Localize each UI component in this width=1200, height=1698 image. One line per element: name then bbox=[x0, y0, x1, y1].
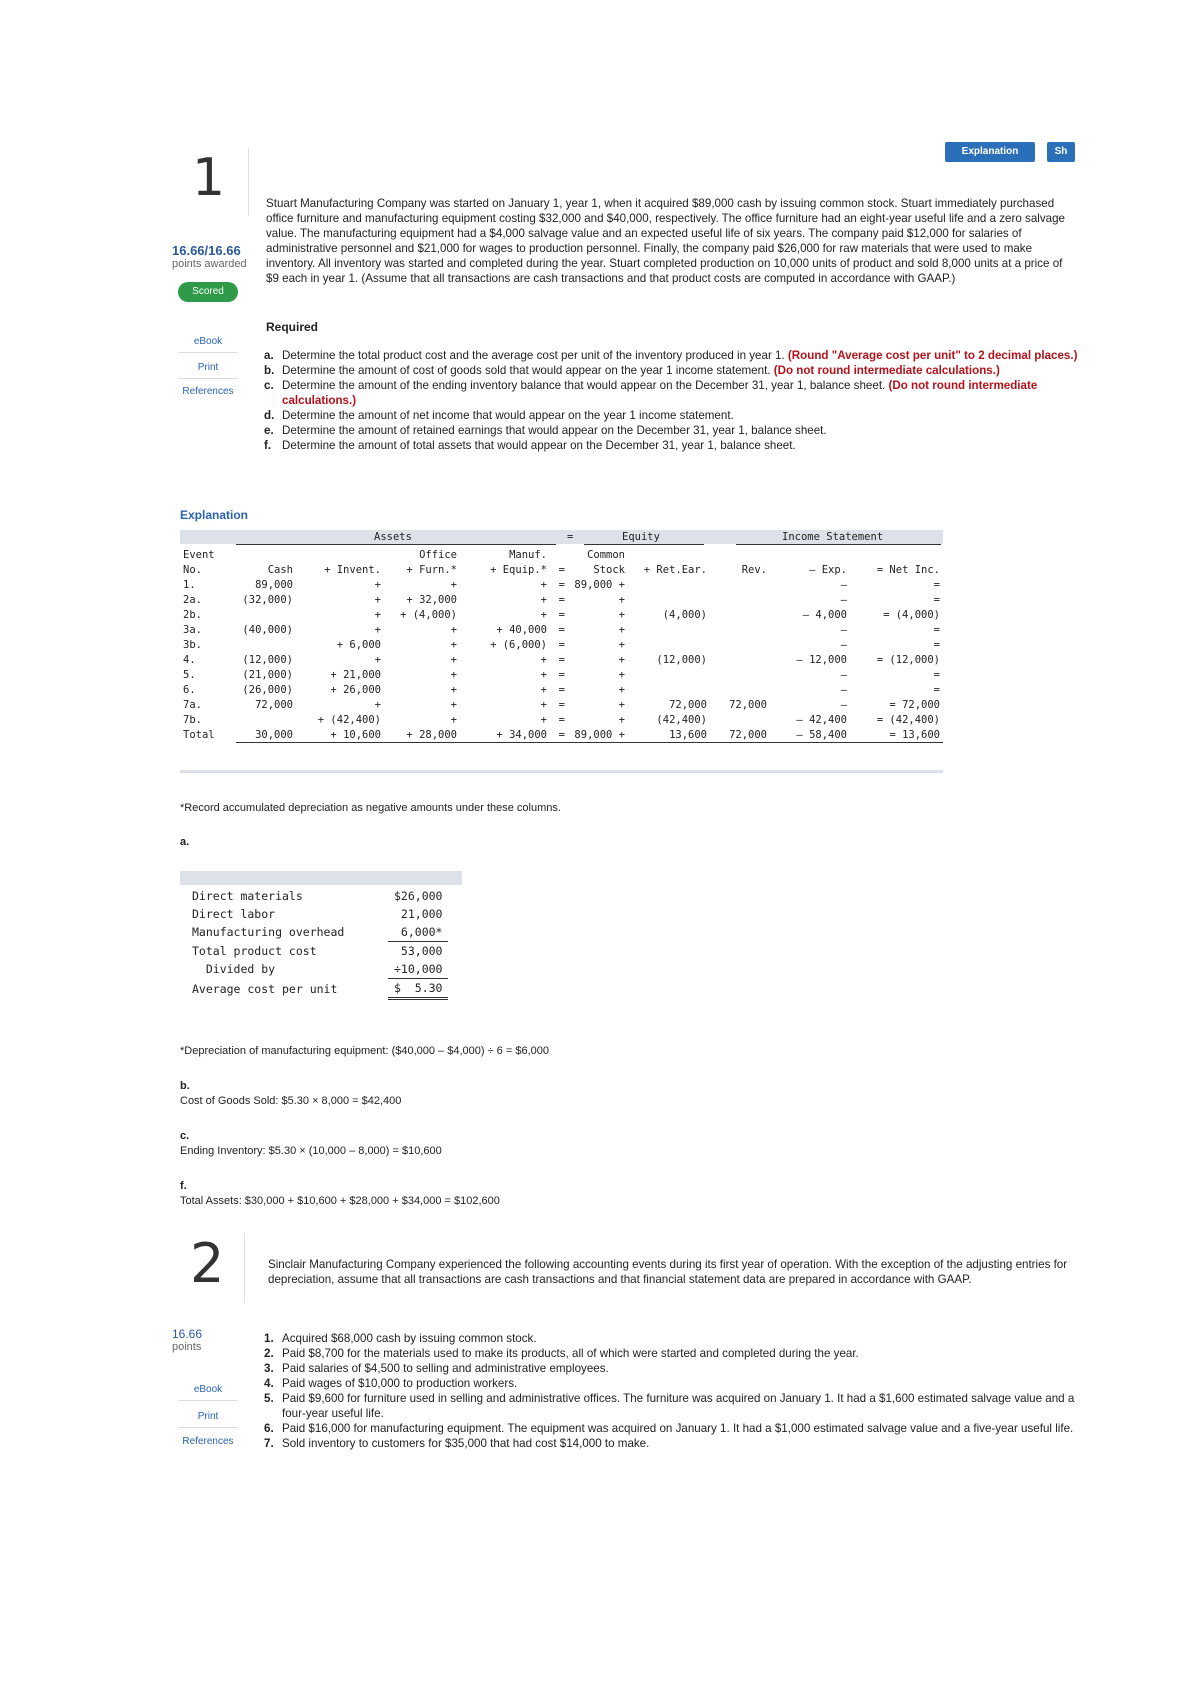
equation-cell: = bbox=[558, 623, 565, 636]
equation-header-row bbox=[180, 547, 943, 562]
equation-cell: + bbox=[540, 668, 547, 681]
equation-cell: + bbox=[374, 593, 381, 606]
equation-cell bbox=[628, 577, 710, 592]
equation-cell: = bbox=[558, 653, 565, 666]
equation-header-row bbox=[180, 562, 943, 577]
equation-cell: = (12,000) bbox=[876, 653, 940, 666]
equation-cell bbox=[628, 682, 710, 697]
equation-cell: + bbox=[450, 578, 457, 591]
equation-cell bbox=[710, 667, 770, 682]
equation-row bbox=[180, 652, 943, 667]
equation-cell: + Furn.* bbox=[406, 563, 457, 576]
equation-cell: 89,000 + bbox=[568, 727, 628, 743]
part-f-calc: Total Assets: $30,000 + $10,600 + $28,000 + $34,000 = $102,600 bbox=[180, 1195, 500, 1207]
equation-cell: + bbox=[618, 593, 625, 606]
equation-cell: = bbox=[558, 608, 565, 621]
ebook-link[interactable]: eBook bbox=[193, 1384, 223, 1395]
equation-cell: Office bbox=[419, 548, 457, 561]
equation-cell: + Equip.* bbox=[490, 563, 547, 576]
income-rule bbox=[736, 544, 941, 545]
product-cost-label: Total product cost bbox=[192, 943, 317, 958]
equation-cell: + bbox=[540, 578, 547, 591]
product-cost-row bbox=[186, 887, 448, 905]
equation-cell: = bbox=[558, 683, 565, 696]
event-number: 1. bbox=[264, 1332, 274, 1345]
event-number: 6. bbox=[264, 1422, 274, 1435]
ebook-link[interactable]: eBook bbox=[193, 336, 223, 347]
requirement-d: d. Determine the amount of net income that would appear on the year 1 income statement. bbox=[264, 409, 734, 422]
equation-cell: (21,000) bbox=[242, 668, 293, 681]
equation-cell: + bbox=[374, 653, 381, 666]
equation-cell: = bbox=[558, 563, 565, 576]
equation-cell bbox=[628, 667, 710, 682]
equation-cell: + bbox=[618, 653, 625, 666]
equation-cell: + bbox=[540, 653, 547, 666]
equation-cell: = bbox=[558, 668, 565, 681]
equation-cell bbox=[236, 607, 296, 622]
equation-cell: + bbox=[450, 668, 457, 681]
equation-cell: (4,000) bbox=[662, 608, 707, 621]
equation-row bbox=[180, 697, 943, 712]
equation-cell bbox=[236, 637, 296, 652]
equation-cell: + bbox=[618, 713, 625, 726]
requirement-e: e. Determine the amount of retained earnings that would appear on the December 31, year 1, balance sheet. bbox=[264, 424, 827, 437]
equation-cell: + bbox=[540, 608, 547, 621]
equity-header: Equity bbox=[622, 531, 660, 543]
equation-cell: + Ret.Ear. bbox=[643, 563, 707, 576]
equation-row bbox=[180, 712, 943, 727]
equation-cell: + 10,600 bbox=[296, 727, 384, 743]
equation-cell: = bbox=[558, 698, 565, 711]
references-link[interactable]: References bbox=[182, 386, 234, 397]
equation-cell: = (42,400) bbox=[876, 713, 940, 726]
equation-cell: – 4,000 bbox=[802, 608, 847, 621]
equation-cell: + bbox=[450, 713, 457, 726]
equation-cell: + 34,000 bbox=[460, 727, 550, 743]
equation-cell: = Net Inc. bbox=[876, 563, 940, 576]
event-number: 7. bbox=[264, 1437, 274, 1450]
equation-cell bbox=[710, 592, 770, 607]
divider bbox=[178, 1427, 238, 1428]
equation-cell: + bbox=[450, 683, 457, 696]
equation-cell: + bbox=[450, 653, 457, 666]
points-awarded bbox=[172, 243, 247, 270]
equation-cell: 7a. bbox=[183, 698, 202, 711]
required-heading: Required bbox=[266, 320, 319, 334]
equation-cell bbox=[710, 547, 770, 562]
divider bbox=[178, 352, 238, 353]
explanation-button[interactable]: Explanation bbox=[945, 142, 1035, 162]
equation-cell: + bbox=[374, 578, 381, 591]
event-text: Paid $8,700 for the materials used to make its products, all of which were started and completed during the year. bbox=[282, 1347, 859, 1360]
part-c-label: c. bbox=[180, 1130, 190, 1142]
equation-cell bbox=[550, 547, 568, 562]
equation-cell: 4. bbox=[183, 653, 196, 666]
equation-cell: = bbox=[933, 593, 940, 606]
equation-cell bbox=[710, 652, 770, 667]
divider bbox=[178, 1400, 238, 1401]
part-c-calc: Ending Inventory: $5.30 × (10,000 – 8,000) = $10,600 bbox=[180, 1145, 442, 1157]
event-text: Paid $16,000 for manufacturing equipment. The equipment was acquired on January 1. It had a $1,000 estimated salvage value and a five-year useful life. bbox=[282, 1422, 1074, 1435]
equation-row bbox=[180, 577, 943, 592]
part-a-label: a. bbox=[180, 836, 190, 848]
equation-cell: + 26,000 bbox=[330, 683, 381, 696]
equation-cell: + 40,000 bbox=[496, 623, 547, 636]
event-item bbox=[264, 1391, 1079, 1421]
equation-cell: No. bbox=[183, 563, 202, 576]
product-cost-row bbox=[186, 942, 448, 961]
equation-cell: = bbox=[933, 578, 940, 591]
equation-cell: 1. bbox=[183, 578, 196, 591]
equation-cell: (12,000) bbox=[656, 653, 707, 666]
print-link[interactable]: Print bbox=[197, 1411, 219, 1422]
equation-cell: = bbox=[558, 713, 565, 726]
event-text: Paid salaries of $4,500 to selling and administrative employees. bbox=[282, 1362, 609, 1375]
print-link[interactable]: Print bbox=[197, 362, 219, 373]
equation-cell bbox=[628, 637, 710, 652]
references-link[interactable]: References bbox=[182, 1436, 234, 1447]
equation-row bbox=[180, 607, 943, 622]
equation-cell: + 6,000 bbox=[336, 638, 381, 651]
points-label: points awarded bbox=[172, 258, 247, 270]
equation-row bbox=[180, 622, 943, 637]
problem-statement: Sinclair Manufacturing Company experienced the following accounting events during its first year of operation. With the exception of the adjusting entries for depreciation, assume that all transactions are cash transactions and that financial statement data are prepared in accordance with GAAP. bbox=[268, 1258, 1068, 1286]
event-item bbox=[264, 1436, 1079, 1451]
equation-cell: Total bbox=[183, 728, 215, 741]
product-cost-table bbox=[186, 887, 448, 1000]
points-available bbox=[172, 1327, 202, 1353]
scored-badge: Scored bbox=[178, 282, 238, 302]
event-text: Paid wages of $10,000 to production workers. bbox=[282, 1377, 518, 1390]
event-number: 5. bbox=[264, 1392, 274, 1405]
equation-cell: 2b. bbox=[183, 608, 202, 621]
equation-cell: 2a. bbox=[183, 593, 202, 606]
event-text: Paid $9,600 for furniture used in selling and administrative offices. The furniture was acquired on January 1. It had a $1,600 estimated salvage value and a four-year useful life. bbox=[282, 1392, 1075, 1420]
equation-cell: = bbox=[558, 638, 565, 651]
equation-cell bbox=[710, 712, 770, 727]
equation-cell: – bbox=[840, 668, 847, 681]
event-item bbox=[264, 1421, 1079, 1436]
equation-row bbox=[180, 682, 943, 697]
equation-cell: + bbox=[618, 698, 625, 711]
product-cost-row bbox=[186, 923, 448, 942]
equation-cell: + bbox=[618, 623, 625, 636]
part-b-calc: Cost of Goods Sold: $5.30 × 8,000 = $42,400 bbox=[180, 1095, 402, 1107]
equation-cell: (26,000) bbox=[242, 683, 293, 696]
equation-cell: 3b. bbox=[183, 638, 202, 651]
equation-cell: 72,000 bbox=[255, 698, 293, 711]
equation-cell: Manuf. bbox=[509, 548, 547, 561]
product-cost-label: Divided by bbox=[192, 962, 276, 977]
equation-row bbox=[180, 667, 943, 682]
equation-cell: 72,000 bbox=[669, 698, 707, 711]
accounting-equation-table bbox=[180, 547, 943, 743]
product-cost-label: Direct labor bbox=[192, 907, 276, 921]
equation-cell: + bbox=[374, 608, 381, 621]
equation-cell: 89,000 bbox=[255, 578, 293, 591]
equation-cell: = bbox=[933, 638, 940, 651]
product-cost-value: 53,000 bbox=[400, 944, 443, 958]
equation-cell: 72,000 bbox=[729, 698, 767, 711]
product-cost-row bbox=[186, 905, 448, 923]
equity-rule bbox=[584, 544, 704, 545]
event-number: 2. bbox=[264, 1347, 274, 1360]
equation-cell: (42,400) bbox=[656, 713, 707, 726]
equation-cell: + bbox=[618, 608, 625, 621]
equation-cell: – bbox=[840, 593, 847, 606]
equation-cell bbox=[710, 577, 770, 592]
divider bbox=[178, 378, 238, 379]
equation-cell: + 28,000 bbox=[384, 727, 460, 743]
equation-cell: = bbox=[550, 727, 568, 743]
equation-cell: – 42,400 bbox=[796, 713, 847, 726]
equation-cell bbox=[710, 682, 770, 697]
equation-cell: Common bbox=[587, 548, 625, 561]
requirement-b: b. Determine the amount of cost of goods sold that would appear on the year 1 income statement. (Do not round intermediate calculations.) bbox=[264, 364, 1000, 377]
equation-cell: = 13,600 bbox=[850, 727, 943, 743]
equation-cell: – bbox=[840, 638, 847, 651]
product-cost-row bbox=[186, 960, 448, 979]
event-number: 4. bbox=[264, 1377, 274, 1390]
equation-cell: + bbox=[618, 638, 625, 651]
product-cost-row bbox=[186, 979, 448, 999]
part-f-label: f. bbox=[180, 1180, 187, 1192]
equation-cell: 6. bbox=[183, 683, 196, 696]
equation-cell: Event bbox=[183, 548, 215, 561]
product-cost-label: Average cost per unit bbox=[192, 981, 338, 996]
equation-cell: – bbox=[840, 698, 847, 711]
equation-cell bbox=[710, 607, 770, 622]
equation-cell: = bbox=[558, 578, 565, 591]
equation-cell: + 32,000 bbox=[406, 593, 457, 606]
equation-cell: + bbox=[450, 698, 457, 711]
requirement-a: a. Determine the total product cost and the average cost per unit of the inventory produced in year 1. (Round "Average cost per unit" to 2 decimal places.) bbox=[264, 349, 1078, 362]
equation-row bbox=[180, 727, 943, 743]
equation-footer-bar bbox=[180, 770, 943, 773]
points-value: 16.66/16.66 bbox=[172, 243, 241, 258]
equation-row bbox=[180, 637, 943, 652]
depreciation-calc: *Depreciation of manufacturing equipment: ($40,000 – $4,000) ÷ 6 = $6,000 bbox=[180, 1045, 549, 1057]
event-item bbox=[264, 1376, 1079, 1391]
equation-cell bbox=[236, 712, 296, 727]
event-item bbox=[264, 1331, 1079, 1346]
requirement-c: c. Determine the amount of the ending inventory balance that would appear on the December 31, year 1, balance sheet. (Do not round intermediate calculations.) bbox=[264, 379, 1038, 407]
product-cost-label: Manufacturing overhead bbox=[192, 925, 345, 940]
product-cost-value: 21,000 bbox=[400, 907, 443, 921]
event-text: Sold inventory to customers for $35,000 that had cost $14,000 to make. bbox=[282, 1437, 650, 1450]
equation-cell: + (4,000) bbox=[400, 608, 457, 621]
equation-cell: + bbox=[540, 683, 547, 696]
equation-cell: = bbox=[933, 683, 940, 696]
points-label: points bbox=[172, 1341, 202, 1353]
equation-cell bbox=[296, 547, 384, 562]
question-number: 2 bbox=[190, 1232, 225, 1295]
equation-cell: = bbox=[558, 593, 565, 606]
income-statement-header: Income Statement bbox=[782, 531, 884, 543]
equation-cell bbox=[770, 547, 850, 562]
part-b-label: b. bbox=[180, 1080, 190, 1092]
equation-cell: + bbox=[618, 683, 625, 696]
equation-cell: + bbox=[540, 593, 547, 606]
problem-statement: Stuart Manufacturing Company was started on January 1, year 1, when it acquired $89,000 cash by issuing common stock. Stuart immediately purchased office furniture and manufacturing equipment costing $32,000 and $40,000, respectively. The office furniture had an eight-year useful life and a zero salvage value. The manufacturing equipment had a $4,000 salvage value and an expected useful life of six years. The company paid $12,000 for salaries of administrative personnel and $21,000 for wages to production personnel. Finally, the company paid $26,000 for raw materials that were used to make inventory. All inventory was started and completed during the year. Stuart completed production on 10,000 units of product and sold 8,000 units at a price of $9 each in year 1. (Assume that all transactions are cash transactions and that product costs are computed in accordance with GAAP.) bbox=[266, 197, 1065, 285]
depreciation-footnote: *Record accumulated depreciation as negative amounts under these columns. bbox=[180, 802, 561, 814]
equation-row bbox=[180, 592, 943, 607]
equation-cell: – 58,400 bbox=[770, 727, 850, 743]
equation-cell: – 12,000 bbox=[796, 653, 847, 666]
equation-cell: – Exp. bbox=[809, 563, 847, 576]
equation-cell: + bbox=[450, 623, 457, 636]
equation-cell: (12,000) bbox=[242, 653, 293, 666]
equation-cell bbox=[710, 622, 770, 637]
equation-cell: 72,000 bbox=[710, 727, 770, 743]
equation-cell: + bbox=[618, 668, 625, 681]
equation-cell: 7b. bbox=[183, 713, 202, 726]
assets-header: Assets bbox=[374, 531, 412, 543]
equation-cell: = (4,000) bbox=[883, 608, 940, 621]
equation-cell: (32,000) bbox=[242, 593, 293, 606]
equation-cell: – bbox=[840, 683, 847, 696]
equation-cell: + bbox=[374, 623, 381, 636]
points-value: 16.66 bbox=[172, 1327, 203, 1341]
equation-cell bbox=[628, 547, 710, 562]
equation-cell: + bbox=[540, 713, 547, 726]
equation-cell: 89,000 + bbox=[574, 578, 625, 591]
equation-cell bbox=[628, 622, 710, 637]
equation-cell: = bbox=[933, 623, 940, 636]
assets-rule bbox=[236, 544, 556, 545]
equation-cell: + 21,000 bbox=[330, 668, 381, 681]
equation-cell: + bbox=[374, 698, 381, 711]
product-cost-value: $ 5.30 bbox=[388, 979, 448, 999]
equation-cell: + (6,000) bbox=[490, 638, 547, 651]
equation-cell: – bbox=[840, 623, 847, 636]
equation-cell: + bbox=[540, 698, 547, 711]
event-text: Acquired $68,000 cash by issuing common stock. bbox=[282, 1332, 537, 1345]
equation-cell: 13,600 bbox=[628, 727, 710, 743]
requirements-list bbox=[264, 348, 1079, 453]
equation-cell: 30,000 bbox=[236, 727, 296, 743]
requirement-f: f. Determine the amount of total assets that would appear on the December 31, year 1, balance sheet. bbox=[264, 439, 796, 452]
question-number: 1 bbox=[192, 148, 226, 208]
equation-cell: Rev. bbox=[741, 563, 767, 576]
events-list bbox=[264, 1331, 1079, 1451]
equation-cell: 5. bbox=[183, 668, 196, 681]
product-cost-header-bar bbox=[180, 871, 462, 885]
equals-header: = bbox=[567, 531, 574, 543]
equation-cell bbox=[236, 547, 296, 562]
product-cost-value: $26,000 bbox=[394, 889, 443, 903]
equation-cell bbox=[850, 547, 943, 562]
explanation-heading: Explanation bbox=[180, 508, 249, 522]
equation-cell: = bbox=[933, 668, 940, 681]
equation-cell: + Invent. bbox=[324, 563, 381, 576]
equation-cell: Stock bbox=[593, 563, 625, 576]
event-item bbox=[264, 1346, 1079, 1361]
equation-cell: Cash bbox=[267, 563, 293, 576]
product-cost-label: Direct materials bbox=[192, 889, 303, 903]
product-cost-value: ÷10,000 bbox=[388, 960, 448, 979]
equation-cell: + (42,400) bbox=[317, 713, 381, 726]
equation-cell: (40,000) bbox=[242, 623, 293, 636]
equation-cell: 3a. bbox=[183, 623, 202, 636]
product-cost-value: 6,000* bbox=[388, 923, 448, 942]
equation-cell: + bbox=[450, 638, 457, 651]
event-number: 3. bbox=[264, 1362, 274, 1375]
event-item bbox=[264, 1361, 1079, 1376]
show-button[interactable]: Sh bbox=[1047, 142, 1075, 162]
equation-cell: – bbox=[840, 578, 847, 591]
equation-cell bbox=[628, 592, 710, 607]
equation-cell bbox=[710, 637, 770, 652]
equation-cell: = 72,000 bbox=[889, 698, 940, 711]
